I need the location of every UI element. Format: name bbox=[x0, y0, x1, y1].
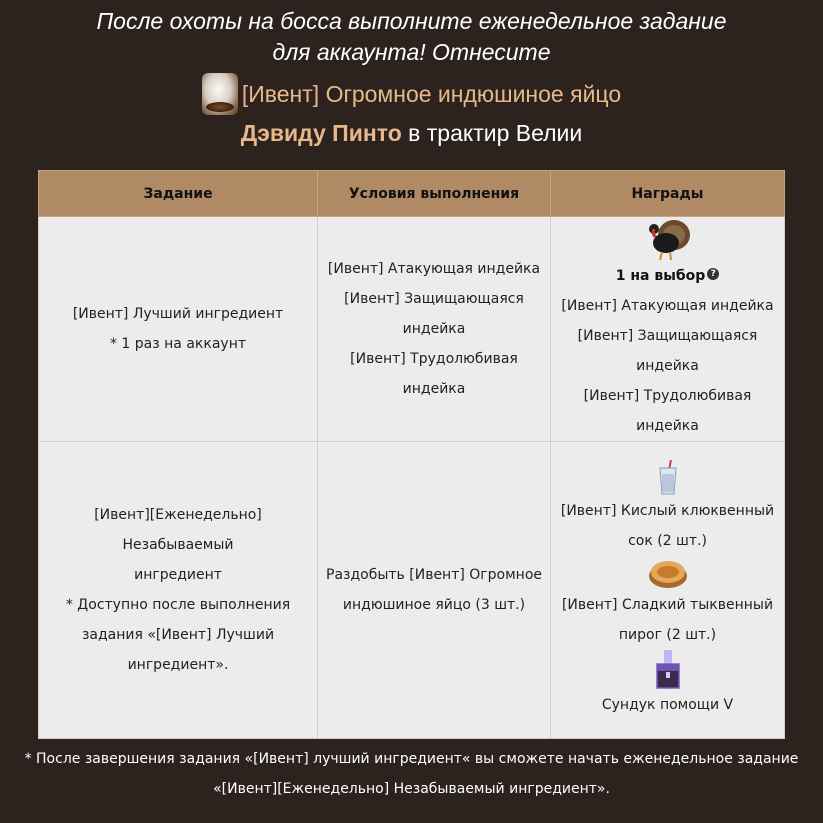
conditions-cell bbox=[318, 217, 551, 442]
reward-item[interactable]: сок (2 шт.) bbox=[628, 533, 707, 549]
reward-item[interactable]: [Ивент] Кислый клюквенный bbox=[560, 503, 775, 519]
table-header-row bbox=[39, 171, 785, 217]
intro-text bbox=[0, 6, 823, 68]
turkey-egg-icon bbox=[202, 73, 238, 115]
intro-line-1: После охоты на босса выполните еженедельное задание bbox=[96, 8, 727, 34]
footnote bbox=[0, 744, 823, 804]
condition-item[interactable]: [Ивент] Трудолюбивая индейка bbox=[350, 351, 518, 397]
reward-item[interactable]: [Ивент] Защищающаяся bbox=[577, 328, 758, 344]
quest-table bbox=[38, 170, 785, 739]
task-title[interactable]: ингредиент bbox=[134, 567, 222, 583]
task-cell bbox=[39, 217, 318, 442]
footnote-line-2: «[Ивент][Еженедельно] Незабываемый ингредиент». bbox=[213, 781, 610, 797]
reward-item[interactable]: Сундук помощи V bbox=[601, 697, 734, 713]
header-task: Задание bbox=[39, 171, 318, 217]
task-cell bbox=[39, 442, 318, 739]
task-note: * Доступно после выполнения bbox=[65, 597, 291, 613]
pie-icon[interactable] bbox=[647, 556, 689, 590]
destination-text: в трактир Велии bbox=[408, 120, 583, 146]
task-title[interactable]: [Ивент] Лучший ингредиент bbox=[72, 306, 284, 322]
conditions-cell bbox=[318, 442, 551, 739]
question-icon[interactable]: ? bbox=[707, 268, 719, 280]
reward-choice-label: 1 на выбор ? bbox=[557, 261, 778, 291]
milk-glass-icon[interactable] bbox=[657, 460, 679, 496]
reward-item[interactable]: пирог (2 шт.) bbox=[618, 627, 717, 643]
condition-item[interactable]: индейка bbox=[402, 321, 466, 337]
table-row bbox=[39, 217, 785, 442]
turkey-icon[interactable] bbox=[644, 217, 692, 261]
rewards-cell bbox=[551, 442, 785, 739]
reward-item[interactable]: [Ивент] Сладкий тыквенный bbox=[561, 597, 774, 613]
task-note: задания «[Ивент] Лучший bbox=[81, 627, 275, 643]
table-row bbox=[39, 442, 785, 739]
footnote-line-1: * После завершения задания «[Ивент] лучший ингредиент« вы сможете начать еженедельное задание bbox=[24, 751, 799, 767]
task-title[interactable]: [Ивент][Еженедельно] Незабываемый bbox=[94, 507, 262, 553]
condition-item[interactable]: индюшиное яйцо (3 шт.) bbox=[342, 597, 526, 613]
reward-item[interactable]: [Ивент] Атакующая индейка bbox=[561, 298, 774, 314]
intro-item bbox=[0, 73, 823, 115]
intro-destination bbox=[0, 120, 823, 147]
header-conditions: Условия выполнения bbox=[318, 171, 551, 217]
condition-item[interactable]: Раздобыть [Ивент] Огромное bbox=[326, 567, 542, 583]
chest-icon[interactable] bbox=[653, 650, 683, 690]
intro-item-label[interactable]: [Ивент] Огромное индюшиное яйцо bbox=[241, 80, 622, 107]
npc-name[interactable]: Дэвиду Пинто bbox=[240, 120, 402, 146]
reward-item[interactable]: [Ивент] Трудолюбивая индейка bbox=[583, 388, 752, 434]
reward-item[interactable]: индейка bbox=[636, 358, 699, 374]
task-note: ингредиент». bbox=[127, 657, 229, 673]
intro-line-2: для аккаунта! Отнесите bbox=[272, 39, 551, 65]
condition-item[interactable]: [Ивент] Атакующая индейка bbox=[327, 261, 541, 277]
header-rewards: Награды bbox=[551, 171, 785, 217]
condition-item[interactable]: [Ивент] Защищающаяся bbox=[344, 291, 524, 307]
task-note: * 1 раз на аккаунт bbox=[109, 336, 246, 352]
rewards-cell bbox=[551, 217, 785, 442]
